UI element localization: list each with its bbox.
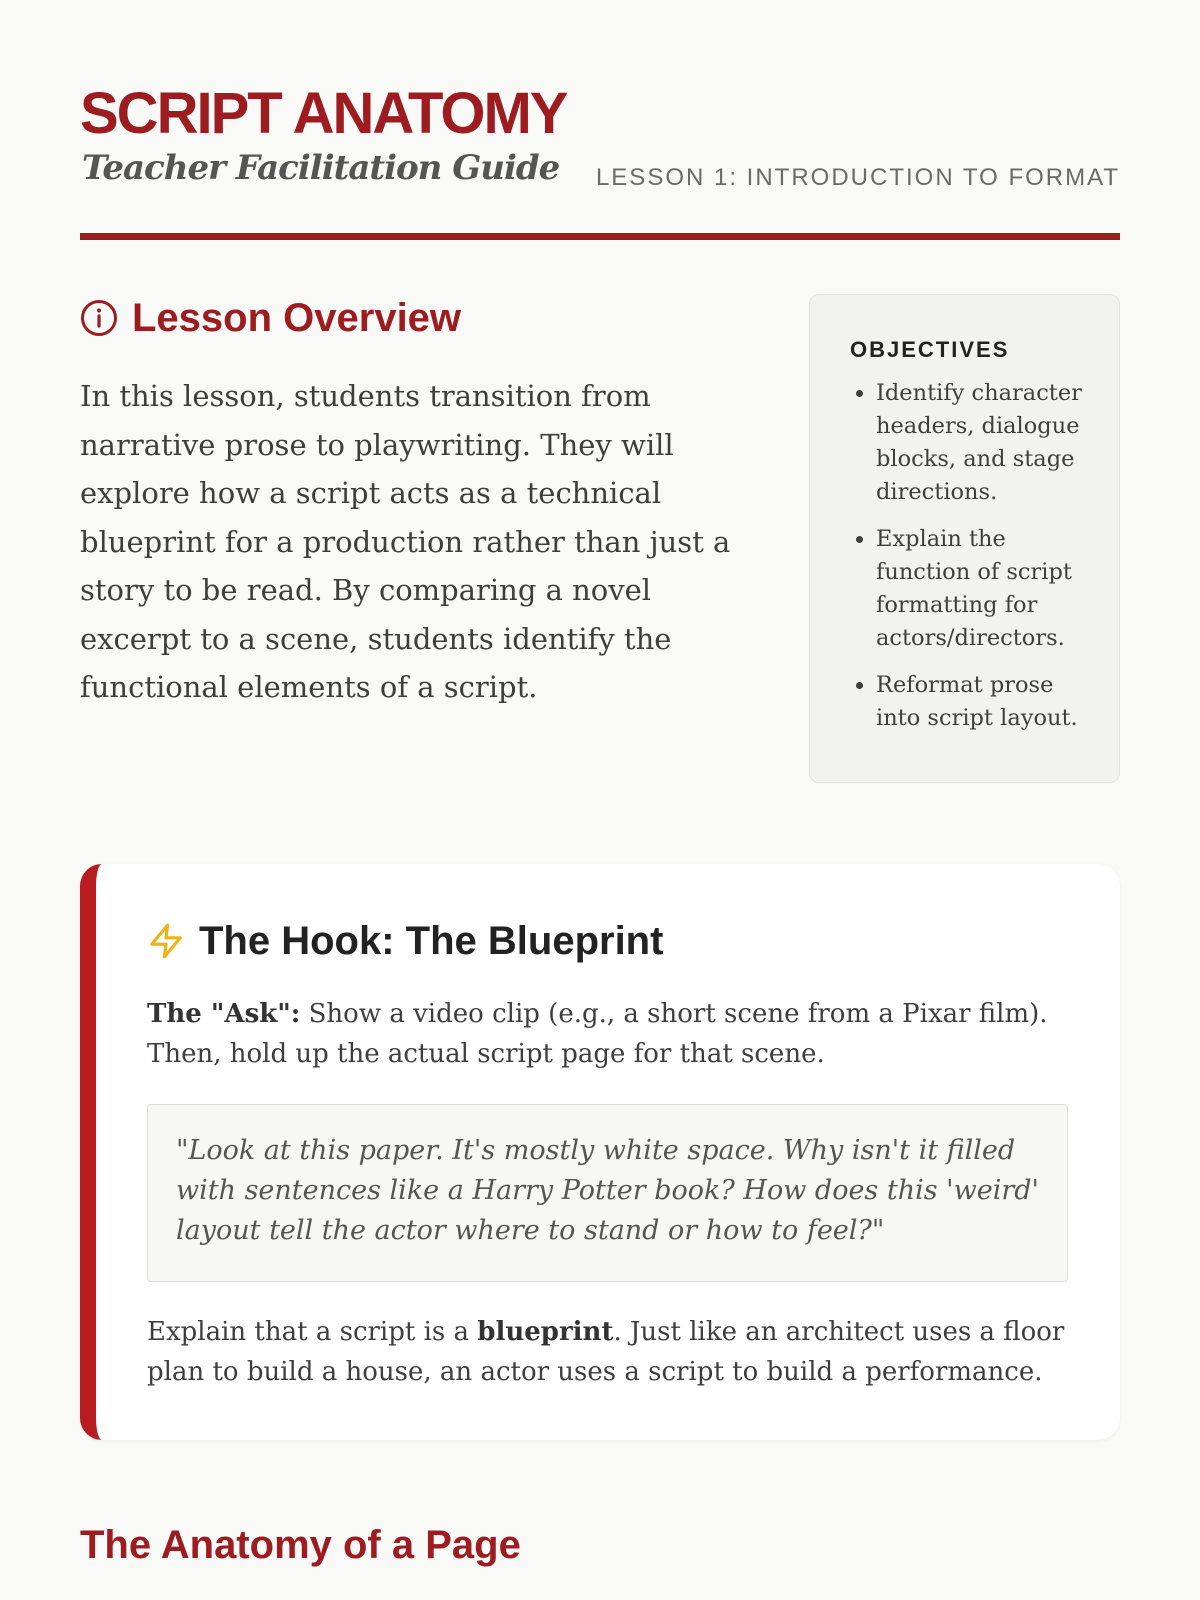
ask-text: Show a video clip (e.g., a short scene from a Pixar film). Then, hold up the actual script page for that scene. xyxy=(147,999,1048,1069)
header-divider xyxy=(80,233,1120,240)
explain-after: . Just like an architect uses a floor plan to build a house, an actor uses a script to build a performance. xyxy=(147,1317,1065,1387)
hook-ask-text xyxy=(147,994,1068,1074)
page-subtitle: Teacher Facilitation Guide xyxy=(82,148,560,188)
info-circle-icon xyxy=(80,299,118,337)
objectives-title: OBJECTIVES xyxy=(850,337,1010,362)
hook-title: The Hook: The Blueprint xyxy=(199,919,664,963)
hook-heading xyxy=(147,918,1068,964)
explain-before: Explain that a script is a xyxy=(147,1317,478,1347)
hook-card xyxy=(80,864,1120,1440)
explain-bold: blueprint xyxy=(477,1317,614,1347)
anatomy-heading: The Anatomy of a Page xyxy=(80,1523,521,1567)
lightning-bolt-icon xyxy=(147,922,185,960)
objectives-card xyxy=(809,294,1120,783)
objective-item: • Reformat prose into script layout. xyxy=(876,669,1089,735)
ask-label: The "Ask": xyxy=(147,999,301,1029)
lesson-label: LESSON 1: INTRODUCTION TO FORMAT xyxy=(595,164,1120,191)
overview-text: In this lesson, students transition from narrative prose to playwriting. They will explore how a script acts as a technical blueprint for a production rather than just a story to be read. By comparing a novel excerpt to a scene, students identify the functional elements of a script. xyxy=(80,379,731,704)
hook-quote: "Look at this paper. It's mostly white space. Why isn't it filled with sentences like a Harry Potter book? How does this 'weird' layout tell the actor where to stand or how to feel?" xyxy=(147,1104,1068,1282)
objective-item: • Identify character headers, dialogue blocks, and stage directions. xyxy=(876,377,1089,509)
page-title: SCRIPT ANATOMY xyxy=(80,81,567,146)
objectives-list xyxy=(850,377,1089,735)
objective-item: • Explain the function of script formatting for actors/directors. xyxy=(876,523,1089,655)
overview-heading xyxy=(80,296,461,340)
hook-explain-text xyxy=(147,1312,1068,1392)
overview-title: Lesson Overview xyxy=(132,296,462,340)
